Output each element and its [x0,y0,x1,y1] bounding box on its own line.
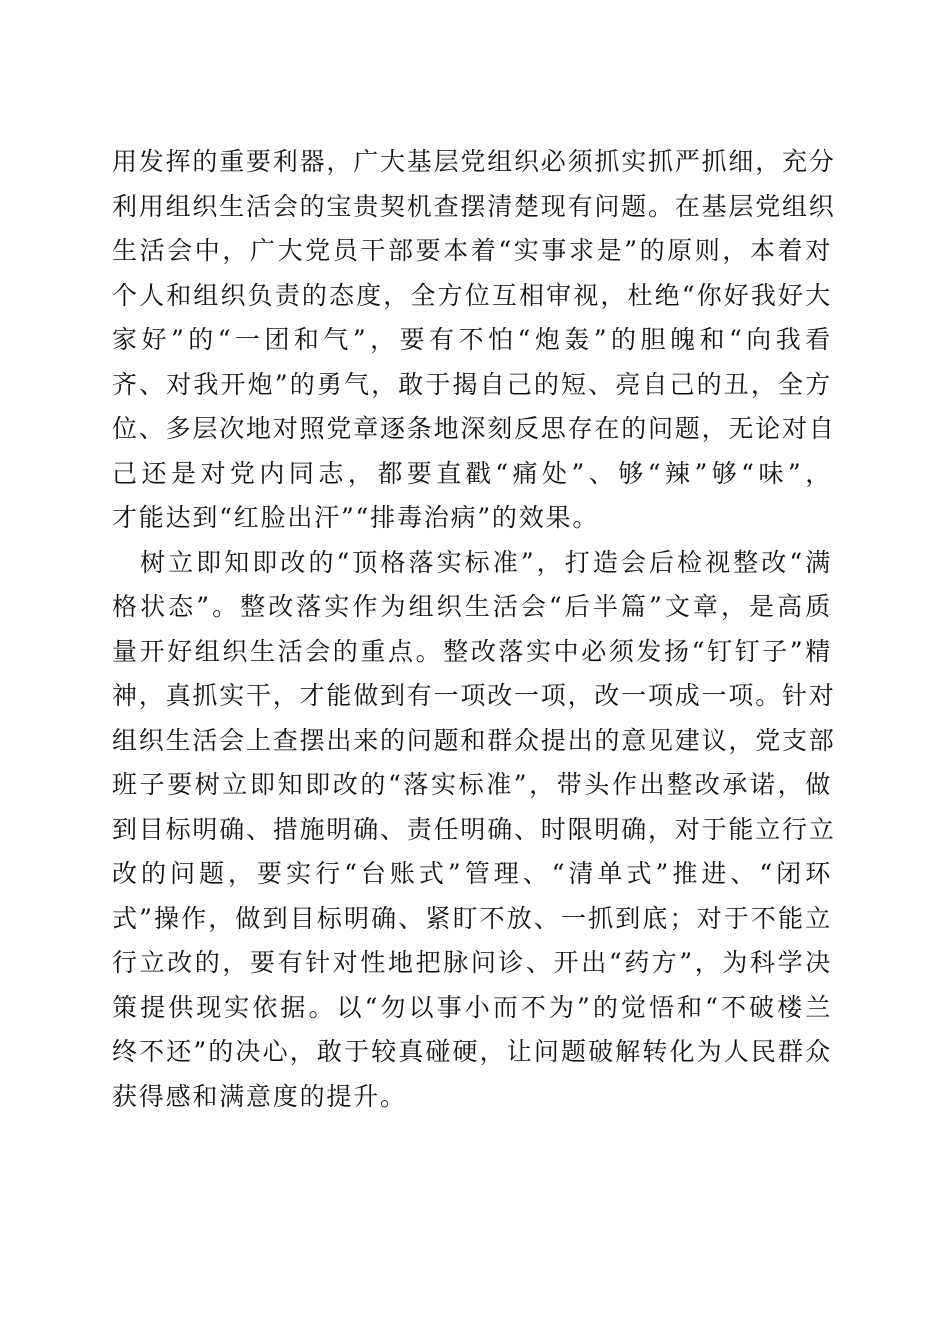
text-line: 生活会中，广大党员干部要本着“实事求是”的原则，本着对 [112,236,832,265]
text-line: 个人和组织负责的态度，全方位互相审视，杜绝“你好我好大 [112,280,832,310]
text-line: 己还是对党内同志，都要直戳“痛处”、够“辣”够“味”， [112,458,832,488]
text-line: 班子要树立即知即改的“落实标准”，带头作出整改承诺，做 [112,770,832,799]
text-line: 终不还”的决心，敢于较真碰硬，让问题破解转化为人民群众 [112,1037,832,1066]
text-line: 改的问题，要实行“台账式”管理、“清单式”推进、“闭环 [112,859,832,888]
text-line: 到目标明确、措施明确、责任明确、时限明确，对于能立行立 [112,814,836,844]
text-line: 齐、对我开炮”的勇气，敢于揭自己的短、亮自己的丑，全方 [112,369,832,399]
text-line: 神，真抓实干，才能做到有一项改一项，改一项成一项。针对 [112,681,836,710]
text-line: 组织生活会上查摆出来的问题和群众提出的意见建议，党支部 [112,725,836,755]
text-line: 家好”的“一团和气”，要有不怕“炮轰”的胆魄和“向我看 [112,325,832,354]
text-line: 格状态”。整改落实作为组织生活会“后半篇”文章，是高质 [112,592,832,621]
text-line: 策提供现实依据。以“勿以事小而不为”的觉悟和“不破楼兰 [112,992,832,1022]
text-line: 行立改的，要有针对性地把脉问诊、开出“药方”，为科学决 [112,948,832,977]
text-line: 用发挥的重要利器，广大基层党组织必须抓实抓严抓细，充分 [112,147,836,176]
text-line: 式”操作，做到目标明确、紧盯不放、一抓到底；对于不能立 [112,903,832,933]
document-body [112,140,836,1119]
text-line: 才能达到“红脸出汗”“排毒治病”的效果。 [112,503,600,532]
text-line: 量开好组织生活会的重点。整改落实中必须发扬“钉钉子”精 [112,636,832,666]
text-line: 位、多层次地对照党章逐条地深刻反思存在的问题，无论对自 [112,414,836,443]
text-line: 获得感和满意度的提升。 [112,1081,407,1111]
text-line: 树立即知即改的“顶格落实标准”，打造会后检视整改“满 [140,547,832,577]
text-line: 利用组织生活会的宝贵契机查摆清楚现有问题。在基层党组织 [112,191,836,221]
